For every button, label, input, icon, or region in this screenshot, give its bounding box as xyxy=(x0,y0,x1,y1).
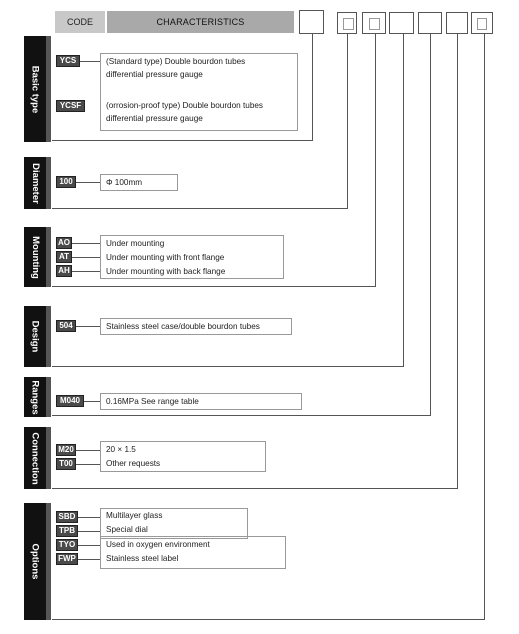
connection-description-box xyxy=(100,441,266,472)
code-tyo: TYO xyxy=(56,539,78,551)
connector-connection xyxy=(457,34,458,489)
connector-design xyxy=(403,34,404,367)
section-tab-mounting: Mounting xyxy=(24,227,46,287)
section-tab-design: Design xyxy=(24,306,46,367)
connector-ranges-h xyxy=(52,415,431,416)
leader-tyo xyxy=(78,545,100,546)
ycs-desc-line-2: differential pressure gauge xyxy=(106,69,203,79)
section-bar-basic-type xyxy=(46,36,51,142)
sbd-desc: Multilayer glass xyxy=(106,511,163,520)
ycsf-desc-line-2: differential pressure gauge xyxy=(106,113,203,123)
code-slot-design xyxy=(389,12,414,34)
connector-design-h xyxy=(52,366,404,367)
section-tab-diameter: Diameter xyxy=(24,157,46,209)
ranges-desc: 0.16MPa See range table xyxy=(106,397,199,406)
t00-desc: Other requests xyxy=(106,459,161,468)
ah-desc: Under mounting with back flange xyxy=(106,267,226,276)
leader-m040 xyxy=(84,401,100,402)
section-tab-options: Options xyxy=(24,503,46,620)
code-at: AT xyxy=(56,251,72,263)
code-slot-basic-type xyxy=(299,10,324,34)
code-ycs: YCS xyxy=(56,55,80,67)
connector-diameter-h xyxy=(52,208,348,209)
design-description-box xyxy=(100,318,292,335)
leader-100 xyxy=(76,182,100,183)
leader-ao xyxy=(72,243,100,244)
leader-ah xyxy=(72,271,100,272)
design-desc: Stainless steel case/double bourdon tubes xyxy=(106,322,260,331)
m20-desc: 20 × 1.5 xyxy=(106,445,136,454)
diameter-description-box xyxy=(100,174,178,191)
code-header: CODE xyxy=(55,11,105,33)
leader-t00 xyxy=(76,464,100,465)
tyo-desc: Used in oxygen environment xyxy=(106,540,210,549)
connector-options-h xyxy=(52,619,485,620)
ao-desc: Under mounting xyxy=(106,239,165,248)
section-bar-options xyxy=(46,503,51,620)
mounting-description-box xyxy=(100,235,284,279)
leader-m20 xyxy=(76,450,100,451)
section-tab-basic-type: Basic type xyxy=(24,36,46,142)
code-m040: M040 xyxy=(56,395,84,407)
code-fwp: FWP xyxy=(56,553,78,565)
section-bar-diameter xyxy=(46,157,51,209)
connector-mounting xyxy=(375,34,376,287)
connector-basic-type xyxy=(312,34,313,140)
section-tab-ranges: Ranges xyxy=(24,377,46,417)
code-slot-connection xyxy=(446,12,468,34)
tpb-desc: Special dial xyxy=(106,525,148,534)
at-desc: Under mounting with front flange xyxy=(106,253,225,262)
code-tpb: TPB xyxy=(56,525,78,537)
basic-type-description-box xyxy=(100,53,298,131)
connector-ranges xyxy=(430,34,431,416)
connector-mounting-h xyxy=(52,286,376,287)
connector-connection-h xyxy=(52,488,458,489)
leader-at xyxy=(72,257,100,258)
leader-sbd xyxy=(78,517,100,518)
code-504: 504 xyxy=(56,320,76,332)
code-ao: AO xyxy=(58,238,70,247)
section-bar-ranges xyxy=(46,377,51,417)
leader-fwp xyxy=(78,559,100,560)
code-t00: T00 xyxy=(56,458,76,470)
code-m20: M20 xyxy=(56,444,76,456)
code-ah: AH xyxy=(56,265,72,277)
connector-options xyxy=(484,34,485,619)
section-tab-connection: Connection xyxy=(24,427,46,489)
code-slot-diameter-inner xyxy=(343,18,354,30)
code-slot-options-inner xyxy=(477,18,487,30)
leader-tpb xyxy=(78,531,100,532)
section-bar-design xyxy=(46,306,51,367)
code-slot-mounting-inner xyxy=(369,18,380,30)
diameter-desc: Φ 100mm xyxy=(106,178,143,187)
code-sbd: SBD xyxy=(56,511,78,523)
section-bar-mounting xyxy=(46,227,51,287)
code-slot-ranges xyxy=(418,12,442,34)
ycs-desc-line-1: (Standard type) Double bourdon tubes xyxy=(106,57,246,66)
fwp-desc: Stainless steel label xyxy=(106,554,179,563)
connector-diameter xyxy=(347,34,348,209)
code-100: 100 xyxy=(56,176,76,188)
ycsf-desc-line-1: (orrosion-proof type) Double bourdon tubes xyxy=(106,101,264,110)
connector-basic-type-h xyxy=(52,140,313,141)
code-ycsf: YCSF xyxy=(56,100,85,112)
leader-504 xyxy=(76,326,100,327)
characteristics-header: CHARACTERISTICS xyxy=(107,11,294,33)
ranges-description-box xyxy=(100,393,302,410)
leader-ycs xyxy=(80,61,100,62)
section-bar-connection xyxy=(46,427,51,489)
